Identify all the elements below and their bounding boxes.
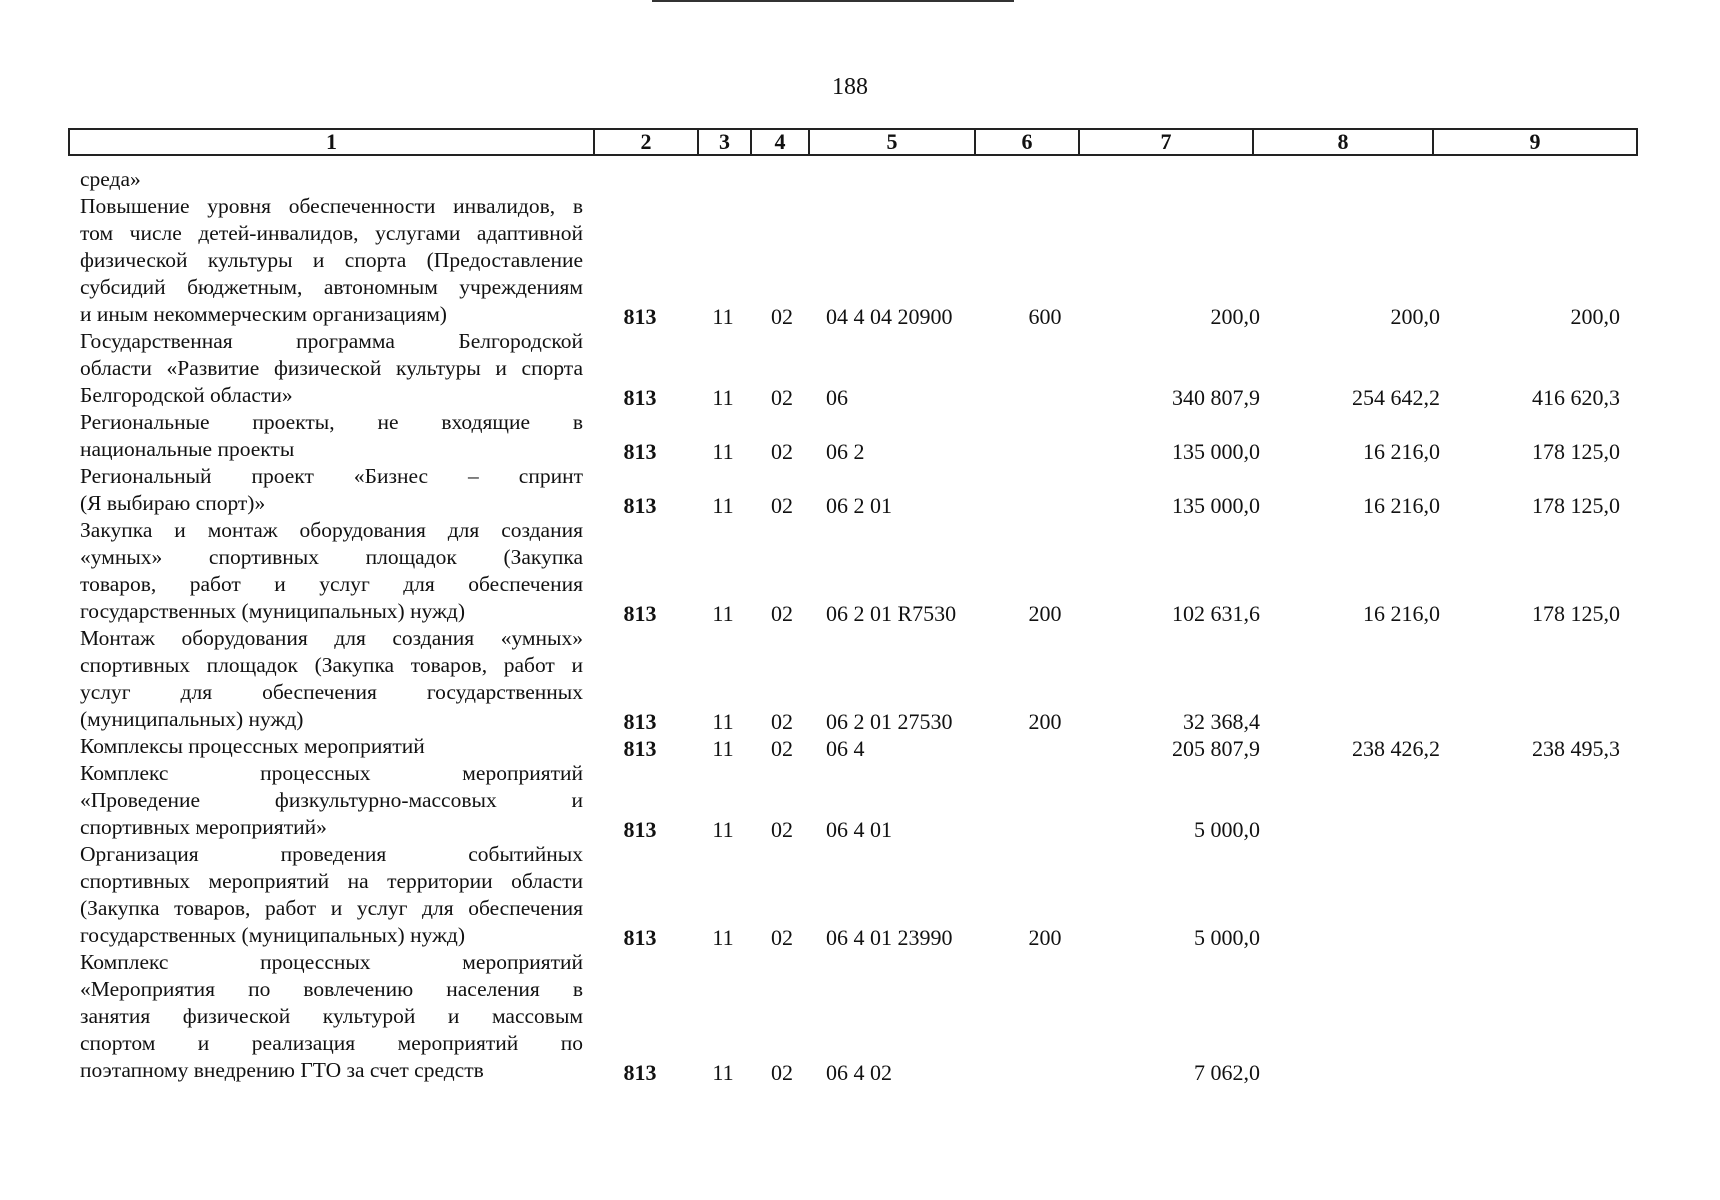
- description-line: «Мероприятия по вовлечению населения в: [80, 977, 583, 1001]
- cell-col-4: 02: [771, 709, 793, 734]
- cell-col-2: 813: [623, 601, 657, 626]
- cell-col-5: 04 4 04 20900: [826, 304, 953, 329]
- cell-col-3: 11: [712, 385, 734, 410]
- row-description: [80, 760, 583, 841]
- cell-col-8: 16 216,0: [1363, 601, 1440, 626]
- page-number: 188: [832, 74, 868, 100]
- cell-col-7: 5 000,0: [1194, 817, 1260, 842]
- cell-col-7: 200,0: [1210, 304, 1260, 329]
- cell-col-4: 02: [771, 304, 793, 329]
- description-line: Региональные проекты, не входящие в: [80, 410, 583, 434]
- header-cell-4: 4: [752, 130, 810, 154]
- description-line: спортивных мероприятий на территории области: [80, 869, 583, 893]
- cell-col-6: 600: [1028, 304, 1062, 329]
- cell-col-9: 238 495,3: [1532, 736, 1620, 761]
- description-line: товаров, работ и услуг для обеспечения: [80, 572, 583, 596]
- cell-col-5: 06 4 02: [826, 1060, 892, 1085]
- description-line: государственных (муниципальных) нужд): [80, 599, 466, 623]
- cell-col-5: 06 2 01: [826, 493, 892, 518]
- description-line: Комплекс процессных мероприятий: [80, 761, 583, 785]
- description-line: Повышение уровня обеспеченности инвалидов, в: [80, 194, 583, 218]
- cell-col-7: 135 000,0: [1172, 439, 1260, 464]
- description-line: физической культуры и спорта (Предоставление: [80, 248, 583, 272]
- description-line: национальные проекты: [80, 437, 295, 461]
- description-line: (Закупка товаров, работ и услуг для обеспечения: [80, 896, 583, 920]
- cell-col-9: 178 125,0: [1532, 439, 1620, 464]
- description-line: (муниципальных) нужд): [80, 707, 304, 731]
- row-description: [80, 193, 583, 328]
- description-line: области «Развитие физической культуры и спорта: [80, 356, 583, 380]
- cell-col-2: 813: [623, 817, 657, 842]
- description-line: государственных (муниципальных) нужд): [80, 923, 466, 947]
- description-line: Монтаж оборудования для создания «умных»: [80, 626, 583, 650]
- top-rule: [652, 0, 1014, 2]
- cell-col-3: 11: [712, 736, 734, 761]
- description-line: «Проведение физкультурно-массовых и: [80, 788, 583, 812]
- description-line: занятия физической культурой и массовым: [80, 1004, 583, 1028]
- cell-col-3: 11: [712, 1060, 734, 1085]
- cell-col-4: 02: [771, 601, 793, 626]
- cell-col-5: 06 4: [826, 736, 865, 761]
- cell-col-6: 200: [1028, 709, 1062, 734]
- cell-col-5: 06 2: [826, 439, 865, 464]
- cell-col-2: 813: [623, 1060, 657, 1085]
- description-line: Региональный проект «Бизнес – спринт: [80, 464, 583, 488]
- cell-col-9: 416 620,3: [1532, 385, 1620, 410]
- cell-col-6: 200: [1028, 925, 1062, 950]
- cell-col-3: 11: [712, 439, 734, 464]
- row-description: [80, 841, 583, 949]
- cell-col-7: 102 631,6: [1172, 601, 1260, 626]
- cell-col-4: 02: [771, 493, 793, 518]
- cell-col-5: 06 4 01: [826, 817, 892, 842]
- description-line: Комплексы процессных мероприятий: [80, 734, 425, 758]
- description-line: спортивных мероприятий»: [80, 815, 327, 839]
- cell-col-7: 5 000,0: [1194, 925, 1260, 950]
- cell-col-5: 06: [826, 385, 848, 410]
- cell-col-8: 16 216,0: [1363, 439, 1440, 464]
- description-line: «умных» спортивных площадок (Закупка: [80, 545, 583, 569]
- header-cell-6: 6: [976, 130, 1080, 154]
- description-line: Государственная программа Белгородской: [80, 329, 583, 353]
- cell-col-4: 02: [771, 925, 793, 950]
- cell-col-8: 254 642,2: [1352, 385, 1440, 410]
- description-line: том числе детей-инвалидов, услугами адаптивной: [80, 221, 583, 245]
- row-description: [80, 463, 583, 517]
- cell-col-2: 813: [623, 439, 657, 464]
- header-cell-2: 2: [595, 130, 699, 154]
- cell-col-7: 340 807,9: [1172, 385, 1260, 410]
- description-line: спортом и реализация мероприятий по: [80, 1031, 583, 1055]
- cell-col-3: 11: [712, 817, 734, 842]
- cell-col-7: 7 062,0: [1194, 1060, 1260, 1085]
- cell-col-5: 06 2 01 R7530: [826, 601, 957, 626]
- header-cell-5: 5: [810, 130, 976, 154]
- cell-col-7: 205 807,9: [1172, 736, 1260, 761]
- cell-col-2: 813: [623, 925, 657, 950]
- description-line: Организация проведения событийных: [80, 842, 583, 866]
- cell-col-3: 11: [712, 709, 734, 734]
- cell-col-6: 200: [1028, 601, 1062, 626]
- description-line: спортивных площадок (Закупка товаров, работ и: [80, 653, 583, 677]
- cell-col-4: 02: [771, 385, 793, 410]
- description-line: Закупка и монтаж оборудования для создания: [80, 518, 583, 542]
- row-description: [80, 409, 583, 463]
- header-cell-9: 9: [1529, 129, 1541, 154]
- cell-col-2: 813: [623, 304, 657, 329]
- cell-col-4: 02: [771, 736, 793, 761]
- cell-col-8: 16 216,0: [1363, 493, 1440, 518]
- cell-col-5: 06 2 01 27530: [826, 709, 953, 734]
- description-line: среда»: [80, 167, 141, 191]
- cell-col-2: 813: [623, 385, 657, 410]
- header-cell-1: 1: [70, 130, 595, 154]
- description-line: и иным некоммерческим организациям): [80, 302, 447, 326]
- row-description: [80, 517, 583, 625]
- table-header: [68, 128, 1638, 156]
- row-description: [80, 733, 583, 760]
- description-line: субсидий бюджетным, автономным учреждениям: [80, 275, 583, 299]
- description-line: Комплекс процессных мероприятий: [80, 950, 583, 974]
- cell-col-2: 813: [623, 736, 657, 761]
- cell-col-3: 11: [712, 925, 734, 950]
- cell-col-5: 06 4 01 23990: [826, 925, 953, 950]
- description-line: услуг для обеспечения государственных: [80, 680, 583, 704]
- cell-col-4: 02: [771, 1060, 793, 1085]
- cell-col-2: 813: [623, 493, 657, 518]
- cell-col-4: 02: [771, 439, 793, 464]
- cell-col-2: 813: [623, 709, 657, 734]
- cell-col-3: 11: [712, 304, 734, 329]
- header-cell-8: 8: [1254, 130, 1434, 154]
- cell-col-7: 32 368,4: [1183, 709, 1260, 734]
- row-description: [80, 328, 583, 409]
- cell-col-8: 238 426,2: [1352, 736, 1440, 761]
- cell-col-9: 178 125,0: [1532, 601, 1620, 626]
- header-cell-7: 7: [1080, 130, 1254, 154]
- description-line: поэтапному внедрению ГТО за счет средств: [80, 1058, 484, 1082]
- description-line: (Я выбираю спорт)»: [80, 491, 266, 515]
- cell-col-8: 200,0: [1390, 304, 1440, 329]
- cell-col-9: 178 125,0: [1532, 493, 1620, 518]
- cell-col-4: 02: [771, 817, 793, 842]
- row-description: [80, 625, 583, 733]
- row-description: [80, 166, 583, 193]
- cell-col-9: 200,0: [1570, 304, 1620, 329]
- header-cell-3: 3: [699, 130, 752, 154]
- cell-col-3: 11: [712, 601, 734, 626]
- cell-col-3: 11: [712, 493, 734, 518]
- cell-col-7: 135 000,0: [1172, 493, 1260, 518]
- row-description: [80, 949, 583, 1084]
- description-line: Белгородской области»: [80, 383, 293, 407]
